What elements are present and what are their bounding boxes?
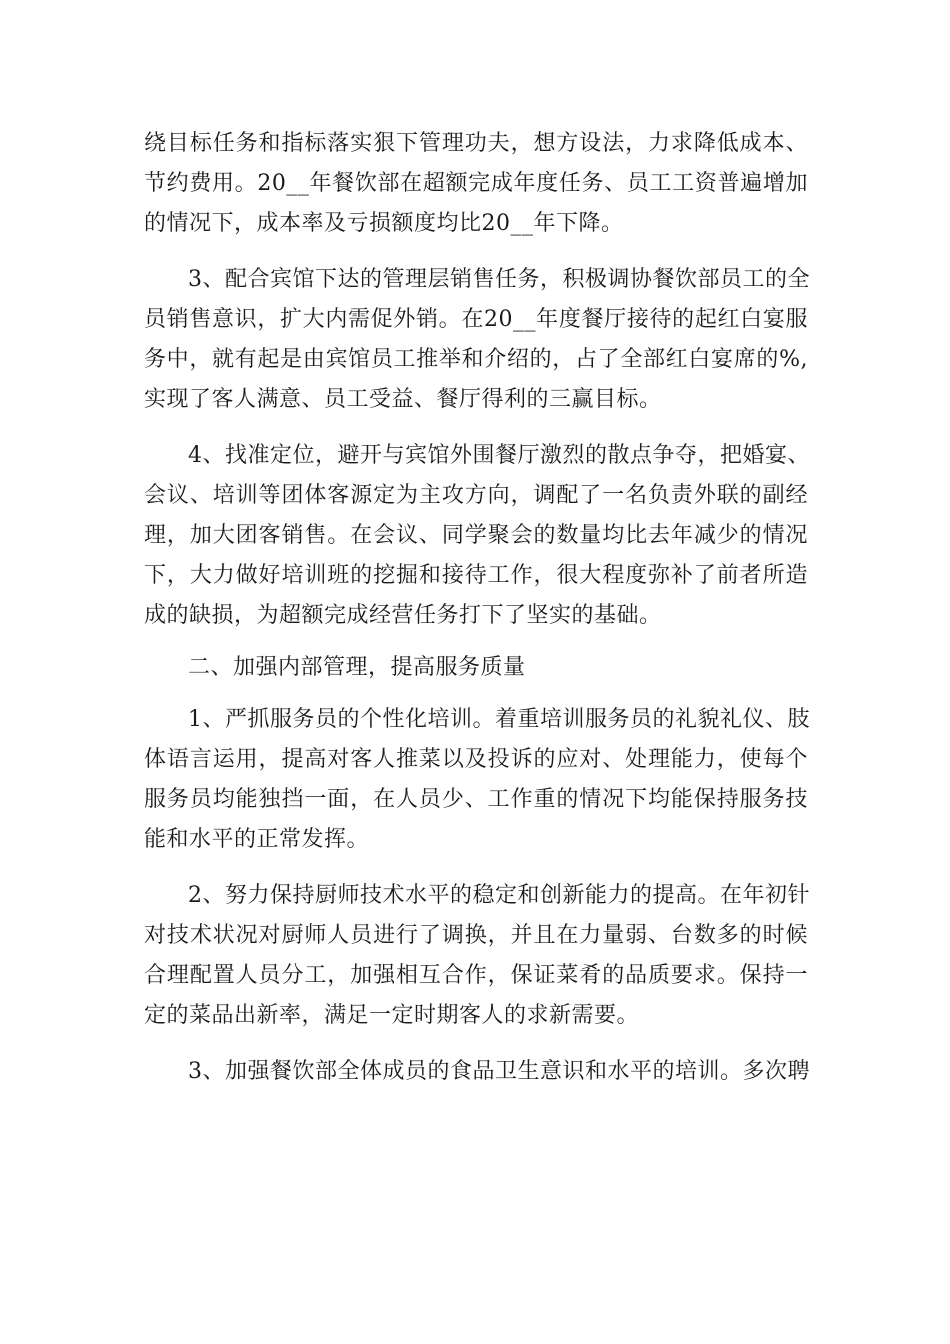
text-line: 对技术状况对厨师人员进行了调换，并且在力量弱、台数多的时候: [144, 923, 808, 948]
text-line: 4、找准定位，避开与宾馆外围餐厅激烈的散点争夺，把婚宴、: [188, 443, 810, 468]
text-line: 会议、培训等团体客源定为主攻方向，调配了一名负责外联的副经: [144, 483, 808, 508]
text-line: 实现了客人满意、员工受益、餐厅得利的三赢目标。: [144, 387, 662, 412]
section-heading: [144, 648, 808, 688]
text-line: 1、严抓服务员的个性化培训。着重培训服务员的礼貌礼仪、肢: [188, 707, 810, 732]
text-line: 成的缺损，为超额完成经营任务打下了坚实的基础。: [144, 603, 662, 628]
text-line: 下，大力做好培训班的挖掘和接待工作，很大程度弥补了前者所造: [144, 563, 808, 588]
text-line: 节约费用。20__年餐饮部在超额完成年度任务、员工工资普遍增加: [144, 171, 808, 196]
text-line: 员销售意识，扩大内需促外销。在20__年度餐厅接待的起红白宴服: [144, 307, 808, 332]
text-line: 绕目标任务和指标落实狠下管理功夫，想方设法，力求降低成本、: [144, 131, 808, 156]
text-line: 理，加大团客销售。在会议、同学聚会的数量均比去年减少的情况: [144, 523, 808, 548]
paragraph: [144, 124, 808, 244]
heading-text: 二、加强内部管理，提高服务质量: [188, 655, 526, 680]
paragraph: [144, 436, 808, 636]
document-body: [144, 124, 808, 1092]
text-line: 体语言运用，提高对客人推菜以及投诉的应对、处理能力，使每个: [144, 747, 808, 772]
text-line: 定的菜品出新率，满足一定时期客人的求新需要。: [144, 1003, 640, 1028]
paragraph: [144, 260, 808, 420]
text-line: 的情况下，成本率及亏损额度均比20__年下降。: [144, 211, 624, 236]
paragraph: [144, 876, 808, 1036]
text-line: 2、努力保持厨师技术水平的稳定和创新能力的提高。在年初针: [188, 883, 810, 908]
text-line: 服务员均能独挡一面，在人员少、工作重的情况下均能保持服务技: [144, 787, 808, 812]
text-line: 合理配置人员分工，加强相互合作，保证菜肴的品质要求。保持一: [144, 963, 808, 988]
text-line: 务中，就有起是由宾馆员工推举和介绍的，占了全部红白宴席的%,: [144, 347, 808, 372]
text-line: 能和水平的正常发挥。: [144, 827, 370, 852]
text-line: 3、加强餐饮部全体成员的食品卫生意识和水平的培训。多次聘: [188, 1059, 810, 1084]
paragraph: [144, 700, 808, 860]
paragraph: [144, 1052, 808, 1092]
text-line: 3、配合宾馆下达的管理层销售任务，积极调协餐饮部员工的全: [188, 267, 810, 292]
